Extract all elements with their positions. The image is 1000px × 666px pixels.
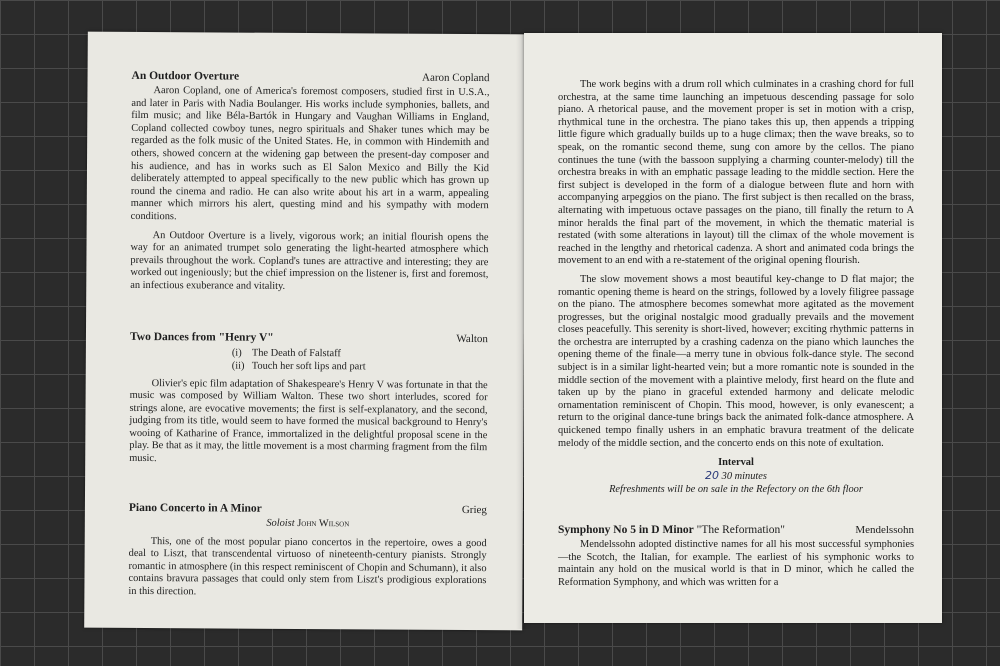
section-header [129, 502, 487, 516]
section-subtitle: "The Reformation" [696, 524, 785, 537]
paragraph: Aaron Copland, one of America's foremost composers, studied first in U.S.A., and later in Paris with Nadia Boulanger. His works include symphonies, ballets, and film music; and like Béla-Bartók in Hungary and Vaughan Williams in England, Copland collected cowboy tunes, negro spirituals and Shaker tunes which may be regarded as the folk music of the United States. He, in common with Hindemith and others, showed concern at the widening gap between the present-day composer and his audience, and has in works such as El Salon Mexico and Billy the Kid deliberately attempted to appeal specifically to the new public which has grown up round the cinema and radio. He can also write about his art in a warm, appealing manner which mirrors his alert, questing mind and his sympathy with modern conditions. [130, 85, 490, 223]
section-header [132, 70, 490, 84]
soloist-label: Soloist [266, 517, 295, 529]
paragraph: This, one of the most popular piano concertos in the repertoire, owes a good deal to Liszt, that transcendental virtuoso of nineteenth-century pianists. Strongly romantic in atmosphere (in this respect reminiscent of Chopin and Schumann), it also contains bravura passages that could only stem from Liszt's prodigious explorations in this direction. [128, 535, 487, 598]
soloist-line [129, 517, 487, 530]
section-header [130, 330, 488, 344]
section-title: Piano Concerto in A Minor [128, 501, 262, 515]
paragraph: Mendelssohn adopted distinctive names for all his most successful symphonies—the Scotch, the Italian, for example. The earliest of his symphonic works to maintain any hold on the musical world is that in D minor, which he called the Reformation Symphony, and which was written for a [558, 539, 914, 588]
section-title: An Outdoor Overture [131, 69, 240, 83]
item-number: (i) [231, 347, 242, 359]
handwritten-note: 20 [705, 469, 720, 483]
section-title-group [558, 524, 785, 536]
item-number: (ii) [231, 360, 245, 372]
refreshments-note: Refreshments will be on sale in the Refectory on the 6th floor [609, 484, 863, 496]
dance-list [232, 346, 488, 374]
paragraph: The work begins with a drum roll which culminates in a crashing chord for full orchestra, at the same time launching an impetuous descending passage for solo piano. A rhetorical pause, and the movement proper is set in motion with a crisp, rhythmical tune in the orchestra. The piano takes this up, then appends a tripping little figure which gradually builds up to a huge climax; then the wave breaks, so to speak, on the romantic second theme, sung con amore by the cellos. The piano continues the tune (with the bassoon supplying a charming counter-melody) till the orchestra breaks in with an emphatic passage leading to the middle section. Here the first subject is developed in the form of a dialogue between flute and horn with accompanying arpeggios on the piano. The first subject is then recalled on the brass, alternating with impetuous octave passages on the piano, till finally the return to A minor heralds the final part of the movement, in which the thematic material is restated (with some alterations in layout) till the climax of the whole movement is reached in the lengthy and rhetorical cadenza. A short and animated coda brings the movement to an end with a re-statement of the original opening flourish. [558, 79, 914, 267]
list-item [232, 359, 488, 374]
interval-duration-line [558, 469, 914, 483]
left-page [84, 32, 526, 631]
paragraph: Olivier's epic film adaptation of Shakespeare's Henry V was fortunate in that the music was composed by William Walton. These two short interludes, scored for strings alone, are evocative movements; the first is self-explanatory, and the second, judging from its title, would seem to have formed the musical background to Henry's wooing of Katharine of France, immortalized in the delightful proposal scene in the play. Be that as it may, the little movement is a most charming fragment from the film music. [129, 377, 488, 465]
composer-name: Grieg [461, 503, 487, 516]
interval-duration: 30 minutes [721, 471, 767, 483]
paragraph: An Outdoor Overture is a lively, vigorous work; an initial flourish opens the way for an animated trumpet solo generating the light-hearted atmosphere which prevails throughout the work. Copland's tunes are attractive and interesting; they are worked out ingeniously; but the chief impression on the listener is, first and foremost, an infectious exuberance and vitality. [130, 229, 489, 292]
composer-name: Aaron Copland [421, 71, 490, 85]
soloist-name: John Wilson [297, 517, 350, 529]
list-item [232, 346, 488, 361]
right-page [524, 33, 942, 623]
interval-title: Interval [718, 457, 754, 469]
composer-name: Mendelssohn [855, 524, 914, 537]
composer-name: Walton [456, 332, 488, 345]
paragraph: The slow movement shows a most beautiful key-change to D flat major; the romantic opening theme is heard on the strings, followed by a lovely filigree passage on the piano. The atmosphere becomes somewhat more agitated as the movement progresses, but the original nostalgic mood gradually prevails and the movement closes peacefully. This serenity is short-lived, however; exciting rhythmic patterns in the orchestra are interrupted by a crashing cadenza on the piano which launches the opening theme of the finale—a merry tune in obvious folk-dance style. The second subject is in a similar light-hearted vein; but a more romantic note is sounded in the middle section of the movement with a plaintive melody, first heard on the flute and taken up by the piano in graceful extended harmony and delicate melodic ornamentation reminiscent of Chopin. This mood, however, is only evanescent; a return to the original dance-tune brings back the animated folk-dance atmosphere. A quickened tempo finally ushers in an emphatic bravura treatment of the delicate melody of the middle section, and the concerto ends on this note of exultation. [558, 273, 914, 449]
interval-block [558, 456, 914, 496]
section-title: Symphony No 5 in D Minor [558, 524, 694, 537]
section-title: Two Dances from "Henry V" [129, 330, 274, 344]
item-title: Touch her soft lips and part [251, 360, 366, 372]
item-title: The Death of Falstaff [251, 347, 341, 359]
section-header [558, 524, 914, 536]
